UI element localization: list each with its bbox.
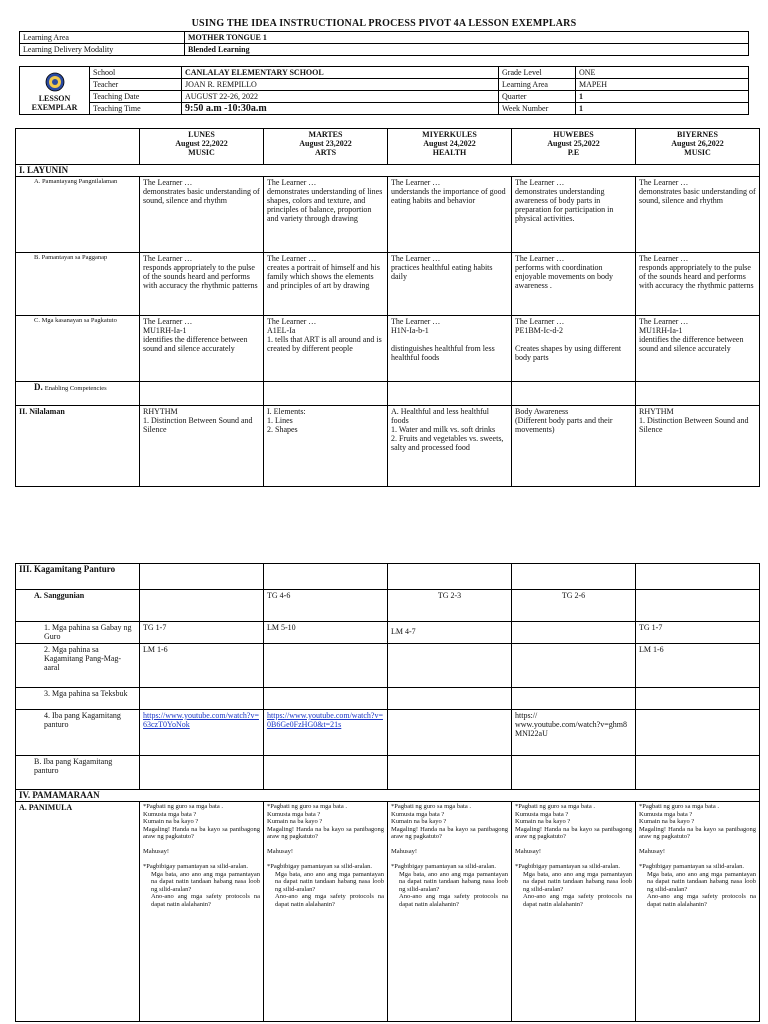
day-name: HUWEBES xyxy=(553,130,594,139)
day-date: August 23,2022 xyxy=(299,139,352,148)
table-cell xyxy=(512,564,636,590)
learning-area-label: Learning Area xyxy=(20,32,185,44)
table-cell xyxy=(264,756,388,790)
day-header xyxy=(512,129,636,165)
table-cell xyxy=(264,688,388,710)
table-cell xyxy=(388,564,512,590)
row-label-pamantayang-pangnilalaman: A. Pamantayang Pangnilalaman xyxy=(16,177,140,253)
table-cell: The Learner … MU1RH-Ia-1 identifies the difference between sound and silence accurately xyxy=(636,316,760,382)
table-cell: The Learner … A1EL-Ia 1. tells that ART is all around and is created by different people xyxy=(264,316,388,382)
area-value: MAPEH xyxy=(576,79,749,91)
date-value: AUGUST 22-26, 2022 xyxy=(182,91,499,103)
rules-heading: *Pagbibigay pamantayan sa silid-aralan. xyxy=(391,863,497,870)
nilalaman-heading: II. Nilalaman xyxy=(16,406,140,487)
row-label-enabling xyxy=(16,382,140,406)
table-cell: The Learner … demonstrates basic understanding of sound, silence and rhythm xyxy=(636,177,760,253)
day-header-row xyxy=(16,129,760,165)
table-cell xyxy=(388,710,512,756)
day-name: BIYERNES xyxy=(677,130,718,139)
logo-cell xyxy=(20,67,90,115)
panimula-cell xyxy=(512,802,636,1022)
table-cell: The Learner … MU1RH-Ia-1 identifies the difference between sound and silence accurately xyxy=(140,316,264,382)
rules-body: Mga bata, ano ano ang mga pamantayan na dapat natin tandaan habang nasa loob ng silid-aralan? Ano-ano ang mga safety protocols na dapat natin alalahanin? xyxy=(647,870,756,908)
learning-area-table xyxy=(19,31,749,56)
rules-heading: *Pagbibigay pamantayan sa silid-aralan. xyxy=(143,863,249,870)
row-label-panimula: A. PANIMULA xyxy=(16,802,140,1022)
table-cell xyxy=(264,710,388,756)
week-label: Week Number xyxy=(499,103,576,115)
day-header xyxy=(388,129,512,165)
youtube-url-text: https:// www.youtube.com/watch?v=ghm8MNI22aU xyxy=(512,710,636,756)
day-header xyxy=(264,129,388,165)
table-cell: The Learner … creates a portrait of himself and his family which shows the elements and principles of art by drawing xyxy=(264,253,388,316)
kagamitan-heading: III. Kagamitang Panturo xyxy=(16,564,140,590)
grade-value: ONE xyxy=(576,67,749,79)
table-cell xyxy=(140,756,264,790)
lesson-exemplar-label: LESSON EXEMPLAR xyxy=(31,94,78,112)
table-cell xyxy=(636,382,760,406)
day-subject: MUSIC xyxy=(188,148,215,157)
table-cell xyxy=(512,756,636,790)
table-cell xyxy=(388,382,512,406)
table-cell xyxy=(636,710,760,756)
delivery-label: Learning Delivery Modality xyxy=(20,44,185,56)
table-cell xyxy=(636,564,760,590)
table-cell: LM 4-7 xyxy=(388,622,512,644)
objectives-table xyxy=(15,128,760,487)
date-label: Teaching Date xyxy=(90,91,182,103)
quarter-value: 1 xyxy=(576,91,749,103)
table-cell xyxy=(512,688,636,710)
table-cell: The Learner … responds appropriately to the pulse of the sounds heard and performs with accuracy the rhythmic patterns xyxy=(636,253,760,316)
row-label-pamantayan-sa-pagganap: B. Pamantayan sa Pagganap xyxy=(16,253,140,316)
day-header xyxy=(140,129,264,165)
youtube-link[interactable]: https://www.youtube.com/watch?v=63czT0YoNok xyxy=(143,711,259,729)
procedure-table xyxy=(15,563,760,1022)
pamamaraan-heading: IV. PAMAMARAAN xyxy=(16,790,760,802)
table-cell: The Learner … demonstrates understanding of lines shapes, colors and texture, and principles of balance, proportion and variety through drawing xyxy=(264,177,388,253)
table-cell: RHYTHM 1. Distinction Between Sound and Silence xyxy=(636,406,760,487)
panimula-cell xyxy=(636,802,760,1022)
panimula-cell xyxy=(388,802,512,1022)
table-cell xyxy=(264,564,388,590)
day-date: August 26,2022 xyxy=(671,139,724,148)
deped-seal-icon xyxy=(45,72,65,92)
school-value: CANLALAY ELEMENTARY SCHOOL xyxy=(182,67,499,79)
greeting-text: *Pagbati ng guro sa mga bata . Kumusta mga bata ? Kumain na ba kayo ? Magaling! Handa na ba kayo sa panibagong araw ng pagkatuto? xyxy=(639,803,756,840)
praise-text: Mahusay! xyxy=(639,848,665,855)
page-title: USING THE IDEA INSTRUCTIONAL PROCESS PIVOT 4A LESSON EXEMPLARS xyxy=(191,18,577,29)
praise-text: Mahusay! xyxy=(515,848,541,855)
day-subject: ARTS xyxy=(314,148,337,157)
table-cell: The Learner … H1N-Ia-b-1 distinguishes healthful from less healthful foods xyxy=(388,316,512,382)
rules-body: Mga bata, ano ano ang mga pamantayan na dapat natin tandaan habang nasa loob ng silid-aralan? Ano-ano ang mga safety protocols na dapat natin alalahanin? xyxy=(399,870,508,908)
panimula-cell xyxy=(140,802,264,1022)
row-label-gabay: 1. Mga pahina sa Gabay ng Guro xyxy=(16,622,140,644)
table-cell xyxy=(140,710,264,756)
table-cell xyxy=(264,382,388,406)
praise-text: Mahusay! xyxy=(391,848,417,855)
table-cell xyxy=(264,644,388,688)
table-cell: TG 2-3 xyxy=(388,590,512,622)
table-cell: TG 1-7 xyxy=(140,622,264,644)
row-label-teksbuk: 3. Mga pahina sa Teksbuk xyxy=(16,688,140,710)
row-label-iba-pang-kagamitang: 4. Iba pang Kagamitang panturo xyxy=(16,710,140,756)
table-cell xyxy=(140,688,264,710)
area-label: Learning Area xyxy=(499,79,576,91)
day-subject: HEALTH xyxy=(432,148,467,157)
greeting-text: *Pagbati ng guro sa mga bata . Kumusta mga bata ? Kumain na ba kayo ? Magaling! Handa na ba kayo sa panibagong araw ng pagkatuto? xyxy=(515,803,632,840)
rules-heading: *Pagbibigay pamantayan sa silid-aralan. xyxy=(267,863,373,870)
quarter-label: Quarter xyxy=(499,91,576,103)
table-cell xyxy=(140,382,264,406)
teacher-label: Teacher xyxy=(90,79,182,91)
table-cell: LM 1-6 xyxy=(636,644,760,688)
corner-cell xyxy=(16,129,140,165)
week-value: 1 xyxy=(576,103,749,115)
day-name: LUNES xyxy=(188,130,215,139)
delivery-value: Blended Learning xyxy=(185,44,749,56)
table-cell xyxy=(388,644,512,688)
layunin-heading: I. LAYUNIN xyxy=(16,165,760,177)
youtube-link[interactable]: https://www.youtube.com/watch?v=0B6Ge0FzHG0&t=21s xyxy=(267,711,383,729)
table-cell: Body Awareness (Different body parts and their movements) xyxy=(512,406,636,487)
rules-heading: *Pagbibigay pamantayan sa silid-aralan. xyxy=(639,863,745,870)
row-label-iba-pang-b: B. Iba pang Kagamitang panturo xyxy=(16,756,140,790)
table-cell xyxy=(512,382,636,406)
day-name: MARTES xyxy=(308,130,343,139)
panimula-cell xyxy=(264,802,388,1022)
day-header xyxy=(636,129,760,165)
time-label: Teaching Time xyxy=(90,103,182,115)
table-cell xyxy=(388,688,512,710)
time-value: 9:50 a.m -10:30a.m xyxy=(182,103,499,115)
table-cell xyxy=(636,590,760,622)
table-cell: The Learner … demonstrates basic understanding of sound, silence and rhythm xyxy=(140,177,264,253)
table-cell: TG 4-6 xyxy=(264,590,388,622)
table-cell xyxy=(140,564,264,590)
table-cell xyxy=(636,756,760,790)
table-cell: The Learner … demonstrates understanding awareness of body parts in preparation for participation in physical activities. xyxy=(512,177,636,253)
praise-text: Mahusay! xyxy=(267,848,293,855)
rules-heading: *Pagbibigay pamantayan sa silid-aralan. xyxy=(515,863,621,870)
learning-area-value: MOTHER TONGUE 1 xyxy=(185,32,749,44)
day-subject: MUSIC xyxy=(684,148,711,157)
table-cell: I. Elements: 1. Lines 2. Shapes xyxy=(264,406,388,487)
row-label-kagamitang-pang-mag-aaral: 2. Mga pahina sa Kagamitang Pang-Mag-aaral xyxy=(16,644,140,688)
enabling-letter: D. xyxy=(34,382,43,392)
row-label-kasanayan: C. Mga kasanayan sa Pagkatuto xyxy=(16,316,140,382)
school-label: School xyxy=(90,67,182,79)
row-label-sanggunian: A. Sanggunian xyxy=(16,590,140,622)
day-date: August 22,2022 xyxy=(175,139,228,148)
table-cell xyxy=(140,590,264,622)
table-cell xyxy=(636,688,760,710)
table-cell xyxy=(512,644,636,688)
rules-body: Mga bata, ano ano ang mga pamantayan na dapat natin tandaan habang nasa loob ng silid-aralan? Ano-ano ang mga safety protocols na dapat natin alalahanin? xyxy=(275,870,384,908)
table-cell: RHYTHM 1. Distinction Between Sound and Silence xyxy=(140,406,264,487)
table-cell: The Learner … practices healthful eating habits daily xyxy=(388,253,512,316)
table-cell: LM 1-6 xyxy=(140,644,264,688)
grade-label: Grade Level xyxy=(499,67,576,79)
teacher-value: JOAN R. REMPILLO xyxy=(182,79,499,91)
rules-body: Mga bata, ano ano ang mga pamantayan na dapat natin tandaan habang nasa loob ng silid-aralan? Ano-ano ang mga safety protocols na dapat natin alalahanin? xyxy=(151,870,260,908)
table-cell: A. Healthful and less healthful foods 1. Water and milk vs. soft drinks 2. Fruits and vegetables vs. sweets, salty and processed food xyxy=(388,406,512,487)
greeting-text: *Pagbati ng guro sa mga bata . Kumusta mga bata ? Kumain na ba kayo ? Magaling! Handa na ba kayo sa panibagong araw ng pagkatuto? xyxy=(391,803,508,840)
table-cell: The Learner … understands the importance of good eating habits and behavior xyxy=(388,177,512,253)
praise-text: Mahusay! xyxy=(143,848,169,855)
greeting-text: *Pagbati ng guro sa mga bata . Kumusta mga bata ? Kumain na ba kayo ? Magaling! Handa na ba kayo sa panibagong araw ng pagkatuto? xyxy=(267,803,384,840)
greeting-text: *Pagbati ng guro sa mga bata . Kumusta mga bata ? Kumain na ba kayo ? Magaling! Handa na ba kayo sa panibagong araw ng pagkatuto? xyxy=(143,803,260,840)
table-cell xyxy=(388,756,512,790)
day-subject: P.E xyxy=(567,148,580,157)
table-cell xyxy=(512,622,636,644)
enabling-label: Enabling Competencies xyxy=(44,385,107,392)
table-cell: TG 1-7 xyxy=(636,622,760,644)
header-table xyxy=(19,66,749,115)
day-date: August 25,2022 xyxy=(547,139,600,148)
table-cell: TG 2-6 xyxy=(512,590,636,622)
rules-body: Mga bata, ano ano ang mga pamantayan na dapat natin tandaan habang nasa loob ng silid-aralan? Ano-ano ang mga safety protocols na dapat natin alalahanin? xyxy=(523,870,632,908)
table-cell: The Learner … performs with coordination enjoyable movements on body awareness . xyxy=(512,253,636,316)
table-cell: LM 5-10 xyxy=(264,622,388,644)
table-cell: The Learner … responds appropriately to the pulse of the sounds heard and performs with accuracy the rhythmic patterns xyxy=(140,253,264,316)
day-name: MIYERKULES xyxy=(422,130,477,139)
day-date: August 24,2022 xyxy=(423,139,476,148)
table-cell: The Learner … PE1BM-Ic-d-2 Creates shapes by using different body parts xyxy=(512,316,636,382)
